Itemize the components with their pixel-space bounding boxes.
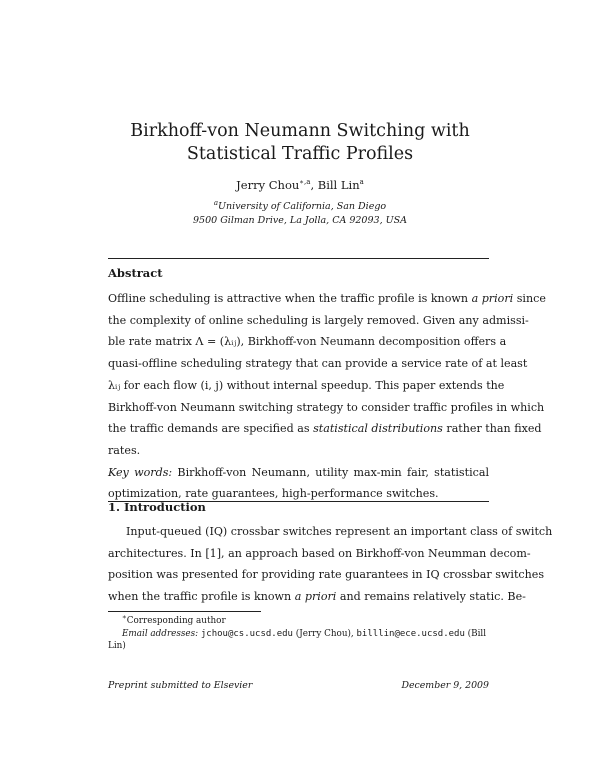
abstract-line: λᵢⱼ for each flow (i, j) without internal speedup. This paper extends the xyxy=(108,378,505,392)
author-list xyxy=(0,178,600,192)
abstract-line: ble rate matrix Λ = (λᵢⱼ), Birkhoff-von Neumann decomposition offers a xyxy=(108,335,507,349)
affiliation-line-1: University of California, San Diego xyxy=(218,201,387,212)
keywords-line: optimization, rate guarantees, high-performance switches. xyxy=(108,487,439,501)
abstract-line: quasi-offline scheduling strategy that can provide a service rate of at least xyxy=(108,357,528,371)
email-label: Email addresses: xyxy=(122,628,199,639)
intro-line: position was presented for providing rate guarantees in IQ crossbar switches xyxy=(108,568,545,582)
email-owner: (Jerry Chou), xyxy=(292,628,357,639)
author-marks: a xyxy=(359,178,364,187)
intro-heading: 1. Introduction xyxy=(108,500,206,514)
footnote-text: Corresponding author xyxy=(126,616,226,626)
intro-line: when the traffic profile is known a priori and remains relatively static. Be- xyxy=(108,590,526,604)
abstract-line: rates. xyxy=(108,443,141,457)
preprint-note: Preprint submitted to Elsevier xyxy=(108,680,253,691)
author-marks: ∗,a xyxy=(299,178,311,187)
intro-body xyxy=(108,521,553,608)
footnote xyxy=(108,615,489,653)
preprint-date: December 9, 2009 xyxy=(401,680,489,691)
affiliation-line-2: 9500 Gilman Drive, La Jolla, CA 92093, USA xyxy=(193,215,407,226)
abstract-line: the traffic demands are specified as statistical distributions rather than fixed xyxy=(108,422,542,436)
affiliation-mark: a xyxy=(213,198,219,207)
author-name: Bill Lin xyxy=(317,178,360,192)
keywords-label: Key words: xyxy=(108,465,173,479)
email-owner: (Bill xyxy=(464,628,487,639)
footnote-rule xyxy=(108,611,261,612)
intro-line: architectures. In [1], an approach based on Birkhoff-von Neumman decom- xyxy=(108,546,531,560)
keywords-line: Key words: Birkhoff-von Neumann, utility max-min fair, statistical xyxy=(108,465,490,479)
title-line-1: Birkhoff-von Neumann Switching with xyxy=(130,121,470,141)
footnote-continuation: Lin) xyxy=(108,641,126,651)
abstract-line: the complexity of online scheduling is largely removed. Given any admissi- xyxy=(108,313,529,327)
intro-line: Input-queued (IQ) crossbar switches represent an important class of switch xyxy=(126,525,553,538)
footnote-mark: ∗ xyxy=(122,613,127,622)
email-link[interactable]: jchou@cs.ucsd.edu xyxy=(200,628,293,639)
affiliation xyxy=(0,200,600,228)
abstract-line: Offline scheduling is attractive when the traffic profile is known a priori since xyxy=(108,292,546,305)
paper-title xyxy=(0,120,600,166)
abstract-top-rule xyxy=(108,258,489,259)
author-name: Jerry Chou xyxy=(236,178,300,192)
email-link[interactable]: billlin@ece.ucsd.edu xyxy=(356,628,465,639)
abstract-heading: Abstract xyxy=(108,266,163,280)
title-line-2: Statistical Traffic Profiles xyxy=(186,144,414,164)
abstract-body xyxy=(108,288,546,505)
abstract-line: Birkhoff-von Neumann switching strategy to consider traffic profiles in which xyxy=(108,400,545,414)
author-separator: , xyxy=(310,178,318,192)
